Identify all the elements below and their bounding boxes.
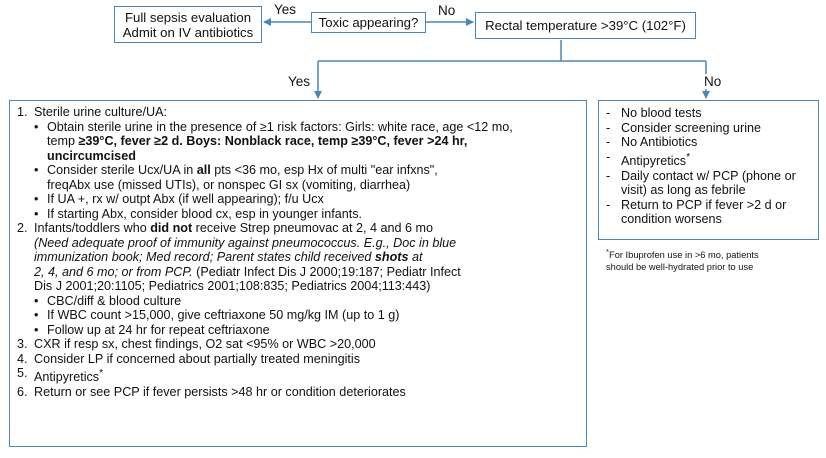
item-5	[17, 366, 580, 385]
item-1-bullet-2	[34, 163, 580, 178]
node-yes-workup	[9, 100, 587, 447]
bullet-icon: •	[34, 293, 39, 308]
item-1-bullet-1-line2-bold: ≥39°C, fever ≥2 d. Boys: Nonblack race, temp ≥39°C, fever >24 hr,	[78, 134, 468, 148]
edge-toxic-yes: Yes	[274, 2, 297, 17]
no-item-5-line2: visit) as long as febrile	[621, 183, 746, 198]
footnote-marker: *	[686, 150, 691, 163]
item-2-note-line2	[34, 250, 580, 265]
item-2	[17, 221, 580, 236]
node-no-care	[598, 100, 819, 240]
item-4-num: 4.	[17, 351, 28, 366]
item-1-title: Sterile urine culture/UA:	[34, 105, 167, 119]
item-1	[17, 105, 580, 120]
item-2-note-line1-text: (Need adequate proof of immunity against pneumococcus. E.g., Doc in blue	[34, 235, 457, 250]
no-item-4-label: Antipyretics	[621, 153, 687, 168]
item-2-bullet-1-text: CBC/diff & blood culture	[47, 293, 182, 308]
node-sepsis-line2: Admit on IV antibiotics	[122, 24, 254, 40]
item-1-num: 1.	[17, 105, 28, 119]
item-6	[17, 385, 580, 400]
no-item-4	[606, 150, 812, 169]
bullet-icon: •	[34, 119, 39, 134]
footnote-line1-text: For Ibuprofen use in >6 mo, patients	[609, 250, 759, 261]
footnote-line2: should be well-hydrated prior to use	[606, 261, 754, 272]
item-2-note-line3-post: (Pediatr Infect Dis J 2000;19:187; Pediatr Infect	[192, 264, 461, 279]
item-2-bullet-3	[34, 323, 580, 338]
item-2-bullet-2	[34, 308, 580, 323]
item-1-bullet-4-text: If starting Abx, consider blood cx, esp in younger infants.	[47, 206, 363, 221]
item-1-bullet-1	[34, 120, 580, 135]
bullet-icon: •	[34, 322, 39, 337]
no-item-4-text	[621, 150, 690, 169]
no-item-6-text: Return to PCP if fever >2 d or	[621, 197, 787, 212]
dash-icon: -	[606, 168, 611, 183]
item-1-bullet-4	[34, 207, 580, 222]
bullet-icon: •	[34, 192, 39, 206]
footnote-line1	[606, 246, 759, 262]
node-sepsis	[114, 6, 262, 43]
node-toxic: Toxic appearing?	[311, 12, 426, 33]
dash-icon: -	[606, 120, 611, 135]
footnote-marker: *	[606, 247, 610, 256]
no-item-1-text: No blood tests	[621, 106, 702, 120]
item-1-bullet-2-bold: all	[196, 163, 211, 177]
edge-temp-yes: Yes	[288, 74, 311, 89]
item-2-text	[34, 221, 433, 236]
no-item-6	[606, 198, 812, 213]
dash-icon: -	[606, 149, 611, 164]
no-item-5-text: Daily contact w/ PCP (phone or	[621, 168, 796, 183]
footnote	[606, 246, 759, 273]
item-2-num: 2.	[17, 221, 28, 235]
no-item-1	[606, 106, 812, 121]
bullet-icon: •	[34, 163, 39, 177]
item-1-bullet-1-line2	[47, 134, 580, 149]
item-2-post: receive Strep pneumovac at 2, 4 and 6 mo	[192, 221, 434, 235]
item-4	[17, 352, 580, 367]
item-5-num: 5.	[17, 366, 28, 380]
item-2-note-line2-bold: shots	[374, 250, 409, 264]
item-1-bullet-2-pre: Consider sterile Ucx/UA in	[47, 163, 197, 177]
item-1-bullet-3-text: If UA +, rx w/ outpt Abx (if well appearing); f/u Ucx	[47, 192, 324, 206]
item-4-text: Consider LP if concerned about partially treated meningitis	[34, 351, 360, 366]
item-2-bullet-1	[34, 294, 580, 309]
item-2-bullet-2-text: If WBC count >15,000, give ceftriaxone 50 mg/kg IM (up to 1 g)	[47, 308, 400, 322]
item-1-bullet-1-line3	[47, 149, 580, 164]
item-5-text	[34, 366, 103, 385]
edge-temp-no: No	[704, 74, 722, 89]
footnote-marker: *	[99, 367, 104, 379]
item-2-note-line2-post: at	[408, 250, 423, 264]
item-3	[17, 337, 580, 352]
no-item-5	[606, 169, 812, 184]
item-2-note-line4: Dis J 2001;20:1105; Pediatrics 2001;108:835; Pediatrics 2004;113:443)	[34, 279, 431, 293]
bullet-icon: •	[34, 206, 39, 221]
no-item-2	[606, 121, 812, 136]
item-1-bullet-1-text: Obtain sterile urine in the presence of ≥1 risk factors: Girls: white race, age <12 mo,	[47, 119, 513, 134]
item-1-bullet-3	[34, 192, 580, 207]
dash-icon: -	[606, 197, 611, 212]
item-1-bullet-2-post: pts <36 mo, esp Hx of multi "ear infxns",	[210, 163, 438, 177]
item-2-note-line3	[34, 265, 580, 280]
item-1-bullet-2-text	[47, 163, 438, 178]
dash-icon: -	[606, 106, 611, 120]
node-temp: Rectal temperature >39°C (102°F)	[475, 12, 696, 39]
item-3-num: 3.	[17, 337, 28, 351]
item-2-bullet-3-text: Follow up at 24 hr for repeat ceftriaxone	[47, 322, 270, 337]
dash-icon: -	[606, 135, 611, 150]
item-1-bullet-1-line2-pre: temp	[47, 134, 79, 148]
edge-toxic-no: No	[438, 3, 456, 18]
item-3-text: CXR if resp sx, chest findings, O2 sat <95% or WBC >20,000	[34, 337, 376, 351]
node-sepsis-line1: Full sepsis evaluation	[124, 9, 252, 25]
item-1-bullet-1-line3-bold: uncircumcised	[47, 148, 136, 163]
no-item-6-line2: condition worsens	[621, 212, 722, 227]
no-item-3	[606, 135, 812, 150]
item-2-note-line1	[34, 236, 580, 251]
no-item-3-text: No Antibiotics	[621, 135, 698, 150]
item-2-bold: did not	[150, 221, 193, 235]
item-5-label: Antipyretics	[34, 370, 100, 385]
item-6-num: 6.	[17, 384, 28, 399]
item-1-bullet-2-line2: freqAbx use (missed UTIs), or nonspec GI sx (vomiting, diarrhea)	[47, 177, 411, 192]
item-2-note-line3-italic: 2, 4, and 6 mo; or from PCP.	[34, 264, 193, 279]
item-2-note-line2-text: immunization book; Med record; Parent states child received	[34, 250, 375, 264]
bullet-icon: •	[34, 308, 39, 322]
item-6-text: Return or see PCP if fever persists >48 hr or condition deteriorates	[34, 384, 406, 399]
item-2-pre: Infants/toddlers who	[34, 221, 151, 235]
no-item-2-text: Consider screening urine	[621, 120, 762, 135]
